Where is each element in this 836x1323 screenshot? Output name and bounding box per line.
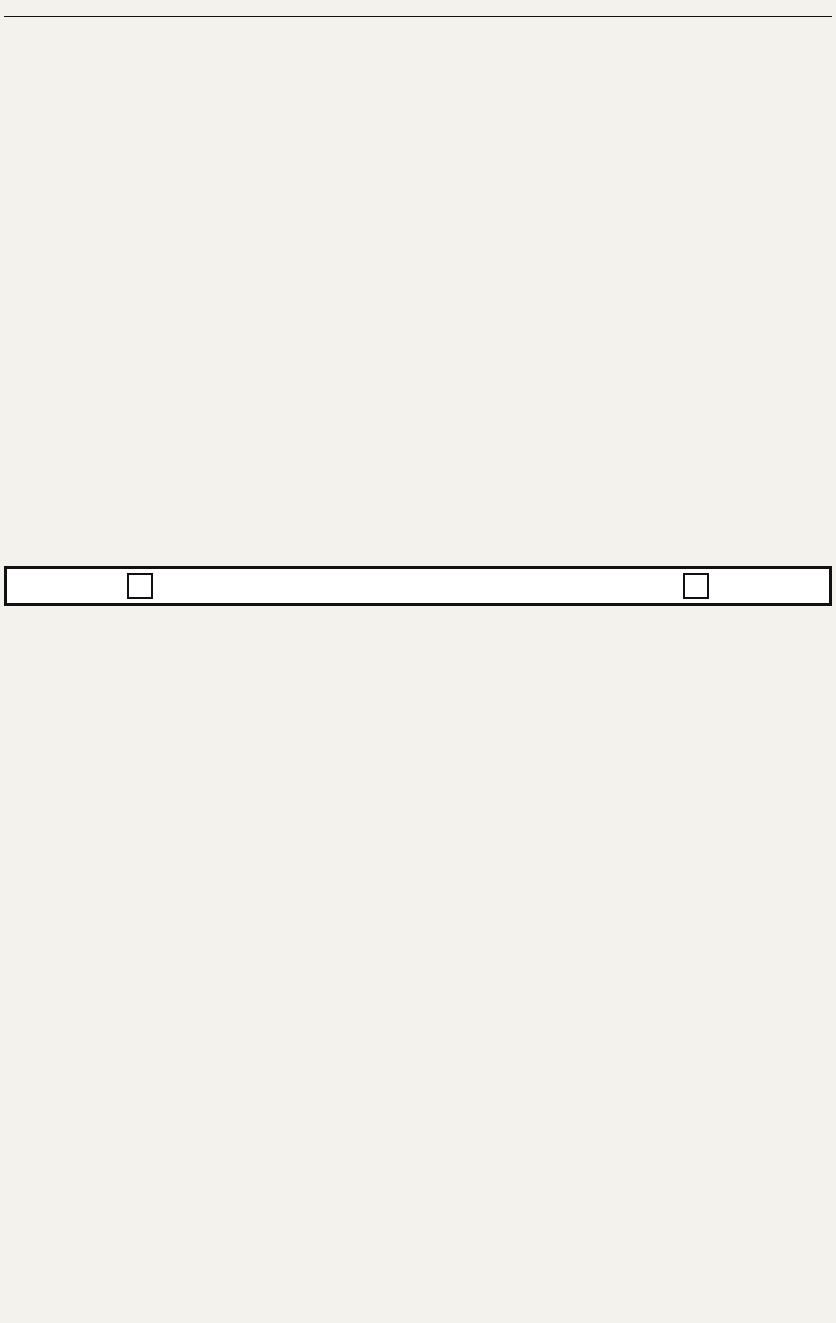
page-header — [4, 3, 832, 15]
house-icon — [683, 573, 709, 599]
header-rule — [4, 16, 832, 17]
house-icon — [127, 573, 153, 599]
help-wanted-section — [4, 20, 832, 562]
home-service-guide-banner — [4, 566, 832, 606]
service-guide-listings — [4, 606, 832, 1318]
